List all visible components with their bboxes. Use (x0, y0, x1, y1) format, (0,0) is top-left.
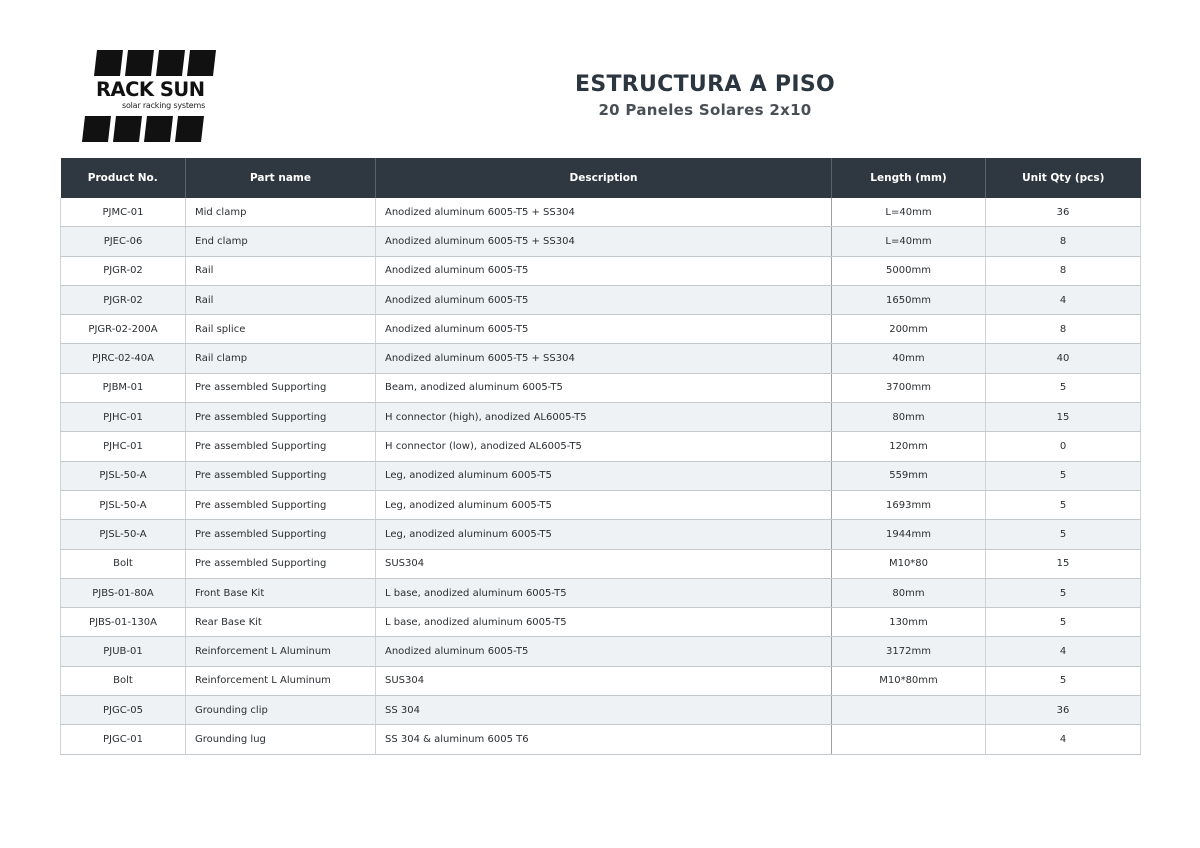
length-cell: 200mm (832, 315, 986, 344)
description-cell: H connector (low), anodized AL6005-T5 (376, 432, 832, 461)
unit-qty-cell: 36 (986, 198, 1141, 227)
part-name-cell: Rail (186, 285, 376, 314)
length-cell: 1650mm (832, 285, 986, 314)
table-header-row (61, 158, 1141, 198)
product-no-cell: PJSL-50-A (61, 490, 186, 519)
table-row (61, 256, 1141, 285)
product-no-cell: PJBS-01-80A (61, 578, 186, 607)
description-cell: SUS304 (376, 666, 832, 695)
table-row (61, 315, 1141, 344)
parts-table (60, 158, 1141, 755)
table-row (61, 725, 1141, 754)
description-cell: Beam, anodized aluminum 6005-T5 (376, 373, 832, 402)
product-no-cell: PJSL-50-A (61, 520, 186, 549)
description-cell: L base, anodized aluminum 6005-T5 (376, 578, 832, 607)
description-cell: Anodized aluminum 6005-T5 (376, 315, 832, 344)
product-no-cell: PJMC-01 (61, 198, 186, 227)
length-cell: M10*80mm (832, 666, 986, 695)
part-name-cell: Reinforcement L Aluminum (186, 666, 376, 695)
logo-tagline: solar racking systems (122, 101, 206, 110)
product-no-cell: PJGC-05 (61, 696, 186, 725)
length-cell: 3172mm (832, 637, 986, 666)
table-row (61, 403, 1141, 432)
part-name-cell: Grounding lug (186, 725, 376, 754)
table-row (61, 520, 1141, 549)
company-logo (82, 48, 216, 143)
length-cell: L=40mm (832, 198, 986, 227)
table-row (61, 696, 1141, 725)
product-no-cell: PJBS-01-130A (61, 608, 186, 637)
product-no-cell: PJGR-02-200A (61, 315, 186, 344)
part-name-cell: Front Base Kit (186, 578, 376, 607)
part-name-cell: Pre assembled Supporting (186, 520, 376, 549)
table-row (61, 490, 1141, 519)
description-cell: SS 304 (376, 696, 832, 725)
description-cell: Anodized aluminum 6005-T5 (376, 256, 832, 285)
table-body (61, 198, 1141, 754)
product-no-cell: Bolt (61, 549, 186, 578)
product-no-cell: PJSL-50-A (61, 461, 186, 490)
table-row (61, 637, 1141, 666)
length-cell (832, 696, 986, 725)
length-cell: 559mm (832, 461, 986, 490)
table-row (61, 285, 1141, 314)
part-name-cell: End clamp (186, 227, 376, 256)
length-cell: 40mm (832, 344, 986, 373)
description-cell: Anodized aluminum 6005-T5 + SS304 (376, 344, 832, 373)
column-header-description: Description (376, 158, 832, 198)
product-no-cell: Bolt (61, 666, 186, 695)
unit-qty-cell: 5 (986, 520, 1141, 549)
logo-name: RACK SUN (96, 78, 205, 101)
product-no-cell: PJRC-02-40A (61, 344, 186, 373)
part-name-cell: Rail clamp (186, 344, 376, 373)
unit-qty-cell: 0 (986, 432, 1141, 461)
description-cell: SS 304 & aluminum 6005 T6 (376, 725, 832, 754)
table-row (61, 608, 1141, 637)
table-row (61, 461, 1141, 490)
description-cell: L base, anodized aluminum 6005-T5 (376, 608, 832, 637)
unit-qty-cell: 5 (986, 578, 1141, 607)
table-row (61, 578, 1141, 607)
table-row (61, 227, 1141, 256)
part-name-cell: Reinforcement L Aluminum (186, 637, 376, 666)
description-cell: SUS304 (376, 549, 832, 578)
unit-qty-cell: 5 (986, 666, 1141, 695)
product-no-cell: PJGR-02 (61, 285, 186, 314)
part-name-cell: Rail splice (186, 315, 376, 344)
part-name-cell: Pre assembled Supporting (186, 373, 376, 402)
page-subtitle: 20 Paneles Solares 2x10 (598, 101, 812, 119)
part-name-cell: Pre assembled Supporting (186, 403, 376, 432)
table-row (61, 432, 1141, 461)
table-row (61, 666, 1141, 695)
unit-qty-cell: 15 (986, 403, 1141, 432)
table-row (61, 549, 1141, 578)
length-cell: 1944mm (832, 520, 986, 549)
page-title: ESTRUCTURA A PISO (575, 72, 835, 97)
part-name-cell: Pre assembled Supporting (186, 461, 376, 490)
table-row (61, 373, 1141, 402)
product-no-cell: PJEC-06 (61, 227, 186, 256)
description-cell: Anodized aluminum 6005-T5 + SS304 (376, 198, 832, 227)
unit-qty-cell: 4 (986, 285, 1141, 314)
length-cell: 120mm (832, 432, 986, 461)
unit-qty-cell: 8 (986, 256, 1141, 285)
table-row (61, 344, 1141, 373)
description-cell: Leg, anodized aluminum 6005-T5 (376, 490, 832, 519)
length-cell: 3700mm (832, 373, 986, 402)
unit-qty-cell: 15 (986, 549, 1141, 578)
product-no-cell: PJHC-01 (61, 403, 186, 432)
unit-qty-cell: 4 (986, 637, 1141, 666)
description-cell: Leg, anodized aluminum 6005-T5 (376, 461, 832, 490)
part-name-cell: Rear Base Kit (186, 608, 376, 637)
description-cell: Anodized aluminum 6005-T5 + SS304 (376, 227, 832, 256)
product-no-cell: PJGC-01 (61, 725, 186, 754)
length-cell: 1693mm (832, 490, 986, 519)
unit-qty-cell: 5 (986, 608, 1141, 637)
product-no-cell: PJBM-01 (61, 373, 186, 402)
length-cell: 80mm (832, 578, 986, 607)
length-cell: M10*80 (832, 549, 986, 578)
length-cell: 5000mm (832, 256, 986, 285)
column-header-part-name: Part name (186, 158, 376, 198)
product-no-cell: PJUB-01 (61, 637, 186, 666)
logo-bottom-blocks (82, 116, 216, 142)
unit-qty-cell: 5 (986, 461, 1141, 490)
column-header-product-no: Product No. (61, 158, 186, 198)
product-no-cell: PJHC-01 (61, 432, 186, 461)
column-header-unit-qty: Unit Qty (pcs) (986, 158, 1141, 198)
unit-qty-cell: 4 (986, 725, 1141, 754)
logo-top-blocks (94, 50, 228, 76)
length-cell: 80mm (832, 403, 986, 432)
description-cell: Leg, anodized aluminum 6005-T5 (376, 520, 832, 549)
description-cell: H connector (high), anodized AL6005-T5 (376, 403, 832, 432)
length-cell (832, 725, 986, 754)
length-cell: 130mm (832, 608, 986, 637)
part-name-cell: Pre assembled Supporting (186, 490, 376, 519)
unit-qty-cell: 8 (986, 315, 1141, 344)
unit-qty-cell: 8 (986, 227, 1141, 256)
description-cell: Anodized aluminum 6005-T5 (376, 637, 832, 666)
description-cell: Anodized aluminum 6005-T5 (376, 285, 832, 314)
unit-qty-cell: 5 (986, 490, 1141, 519)
length-cell: L=40mm (832, 227, 986, 256)
product-no-cell: PJGR-02 (61, 256, 186, 285)
table-row (61, 198, 1141, 227)
unit-qty-cell: 5 (986, 373, 1141, 402)
unit-qty-cell: 36 (986, 696, 1141, 725)
part-name-cell: Pre assembled Supporting (186, 549, 376, 578)
column-header-length: Length (mm) (832, 158, 986, 198)
part-name-cell: Grounding clip (186, 696, 376, 725)
part-name-cell: Pre assembled Supporting (186, 432, 376, 461)
part-name-cell: Rail (186, 256, 376, 285)
unit-qty-cell: 40 (986, 344, 1141, 373)
part-name-cell: Mid clamp (186, 198, 376, 227)
